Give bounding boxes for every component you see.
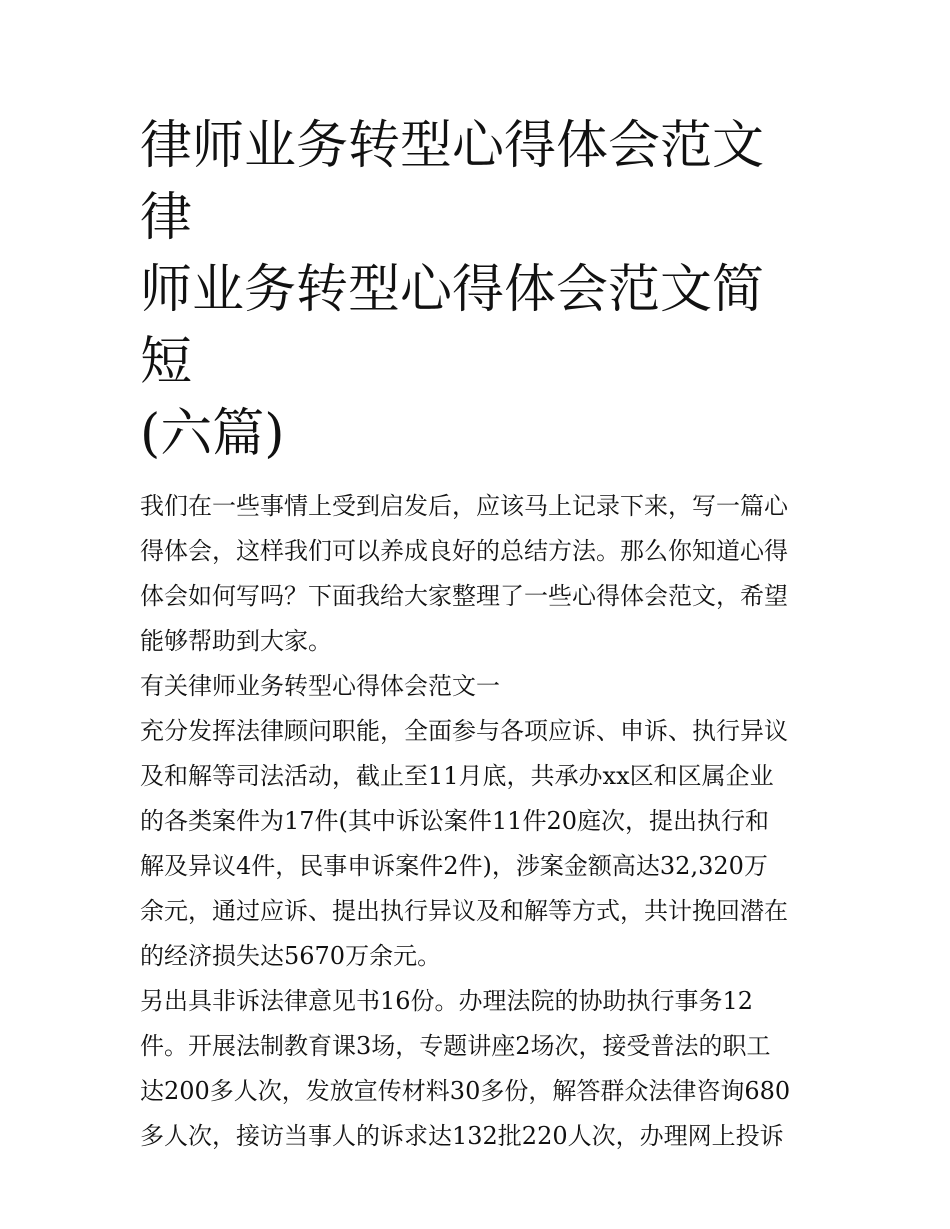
text-line: 另出具非诉法律意见书16份。办理法院的协助执行事务12: [140, 987, 754, 1015]
text-line: 多人次，接访当事人的诉求达132批220人次，办理网上投诉: [140, 1122, 784, 1150]
text-line: 得体会，这样我们可以养成良好的总结方法。那么你知道心得: [140, 537, 788, 565]
text-line: 达200多人次，发放宣传材料30多份，解答群众法律咨询680: [140, 1077, 791, 1105]
document-text: [140, 484, 812, 1159]
text-line: 的经济损失达5670万余元。: [140, 942, 442, 970]
text-line: 的各类案件为17件(其中诉讼案件11件20庭次，提出执行和: [140, 807, 769, 835]
title-line: (六篇): [140, 404, 285, 464]
text-line: 解及异议4件，民事申诉案件2件)，涉案金额高达32,320万: [140, 852, 768, 880]
document-body: [140, 110, 812, 1159]
title-line: 师业务转型心得体会范文简短: [140, 260, 765, 392]
text-line: 充分发挥法律顾问职能，全面参与各项应诉、申诉、执行异议: [140, 717, 788, 745]
text-line: 及和解等司法活动，截止至11月底，共承办xx区和区属企业: [140, 762, 774, 790]
title-spacer: [140, 470, 812, 484]
text-line: 体会如何写吗？下面我给大家整理了一些心得体会范文，希望: [140, 582, 788, 610]
text-line: 能够帮助到大家。: [140, 627, 332, 655]
text-line: 余元，通过应诉、提出执行异议及和解等方式，共计挽回潜在: [140, 897, 788, 925]
document-title: [140, 110, 812, 470]
section-heading: 有关律师业务转型心得体会范文一: [140, 672, 500, 700]
text-line: 件。开展法制教育课3场，专题讲座2场次，接受普法的职工: [140, 1032, 771, 1060]
text-line: 我们在一些事情上受到启发后，应该马上记录下来，写一篇心: [140, 492, 788, 520]
title-line: 律师业务转型心得体会范文 律: [140, 116, 765, 248]
